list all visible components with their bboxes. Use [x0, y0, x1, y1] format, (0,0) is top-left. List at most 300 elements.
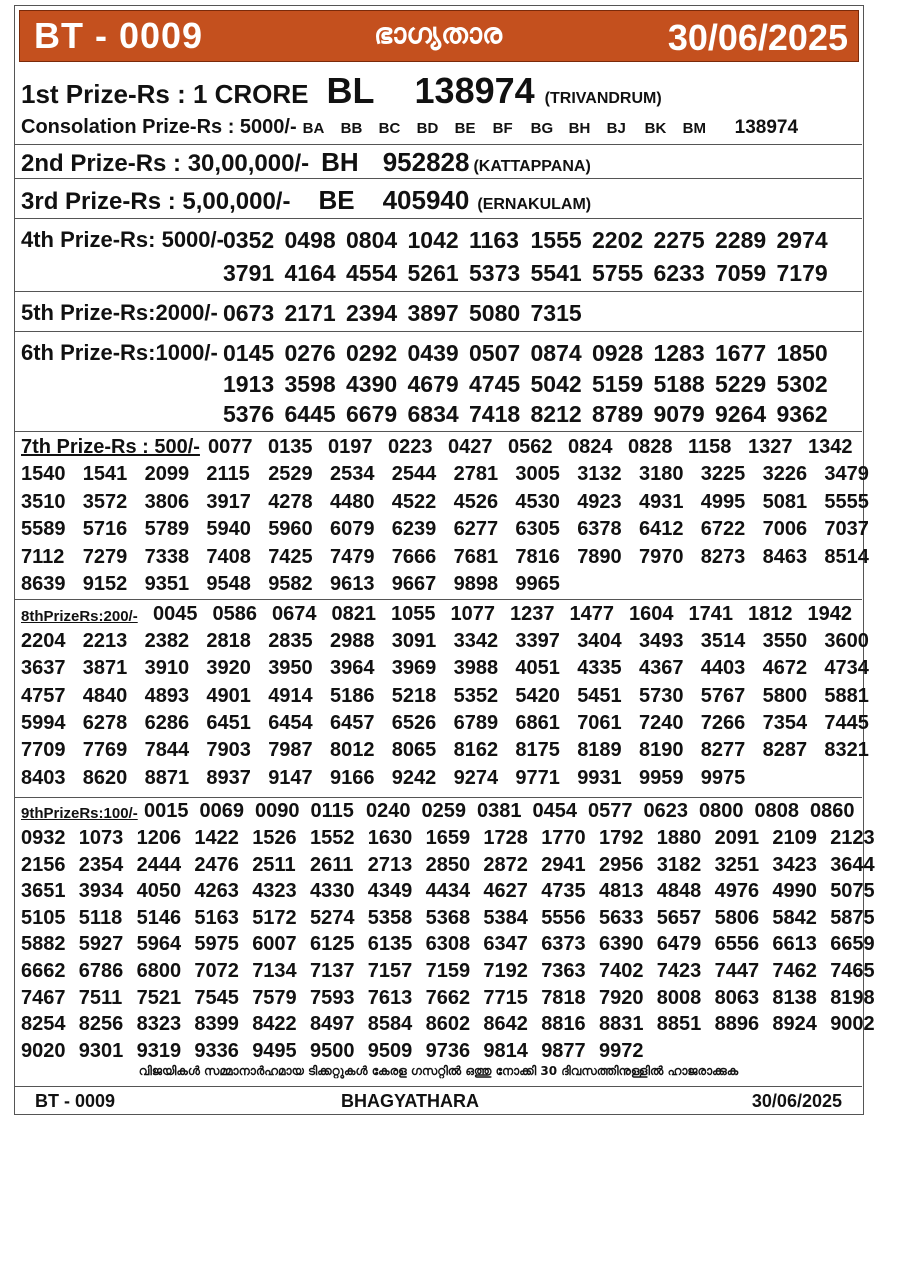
prize-number: 5755	[592, 260, 644, 286]
prize-number: 2872	[483, 853, 528, 876]
prize-number: 8254	[21, 1013, 66, 1036]
prize-number: 5373	[469, 260, 521, 286]
prize-number: 7338	[144, 545, 190, 568]
first-prize-series: BL	[326, 70, 375, 111]
prize-number: 2394	[346, 300, 398, 326]
prize-number: 2156	[21, 853, 66, 876]
prize-number: 8896	[714, 1013, 760, 1036]
prize-number: 7240	[639, 711, 684, 734]
prize-number: 6457	[330, 711, 375, 734]
claim-notice: വിജയികൾ സമ്മാനാർഹമായ ടിക്കറ്റുകൾ കേരള ഗസറ്റിൽ ഒത്തു നോക്കി 30 ദിവസത്തിനുള്ളിൽ ഹാജരാക്കുക	[138, 1064, 739, 1078]
prize-number: 8198	[830, 986, 875, 1009]
prize-number: 2941	[541, 853, 586, 876]
prize-number: 8321	[824, 739, 869, 762]
prize-number: 3871	[82, 657, 128, 680]
prize-number: 3342	[453, 630, 499, 652]
prize-number: 0824	[568, 436, 613, 458]
prize-number: 3510	[21, 490, 66, 513]
eighth-prize-label: 8thPrizeRs:200/-	[21, 608, 138, 625]
prize-number: 1540	[21, 463, 66, 485]
prize-number: 5302	[776, 371, 828, 397]
first-prize-place: (TRIVANDRUM)	[544, 90, 662, 107]
prize-number: 6786	[78, 960, 124, 982]
prize-number: 5159	[592, 371, 644, 397]
prize-number: 5555	[824, 490, 869, 513]
prize-number: 7037	[824, 518, 869, 540]
prize-number: 7511	[78, 986, 123, 1009]
prize-number: 0577	[588, 800, 633, 822]
third-prize-label: 3rd Prize-Rs : 5,00,000/-	[21, 188, 291, 215]
prize-number: 1158	[688, 436, 732, 458]
prize-number: 4390	[346, 371, 398, 397]
prize-number: 7315	[530, 300, 582, 326]
prize-number: 7462	[772, 960, 817, 982]
prize-number: 3091	[391, 630, 437, 652]
prize-number: 7987	[268, 739, 313, 762]
prize-number: 2382	[144, 630, 190, 652]
prize-number: 3644	[830, 853, 875, 876]
prize-number: 7816	[515, 545, 560, 568]
prize-number: 0045	[153, 603, 198, 625]
prize-number: 7818	[541, 986, 586, 1009]
prize-number: 6679	[346, 401, 398, 427]
consolation-series: BJ	[606, 120, 626, 137]
prize-number: 4757	[21, 684, 66, 707]
third-prize-series: BE	[318, 185, 355, 215]
prize-number: 7157	[367, 960, 413, 982]
footer-lottery-name: BHAGYATHARA	[341, 1091, 480, 1111]
prize-number: 3397	[515, 630, 560, 652]
prize-number: 3600	[824, 630, 869, 652]
prize-number: 2956	[599, 853, 644, 876]
prize-number: 8602	[425, 1013, 471, 1036]
prize-number: 0276	[284, 340, 336, 366]
prize-number: 4323	[252, 880, 297, 903]
prize-number: 8816	[541, 1013, 586, 1036]
prize-number: 6239	[391, 518, 437, 540]
prize-number: 9319	[136, 1039, 182, 1062]
prize-number: 9898	[453, 573, 499, 595]
prize-number: 5800	[762, 684, 808, 707]
prize-number: 2529	[268, 463, 313, 485]
prize-number: 3969	[391, 657, 437, 680]
prize-number: 6125	[310, 933, 355, 956]
prize-number: 7192	[483, 960, 528, 982]
prize-number: 8463	[762, 545, 808, 568]
prize-number: 6277	[453, 518, 499, 540]
prize-number: 7137	[310, 960, 355, 982]
prize-number: 0673	[223, 300, 275, 326]
prize-number: 6347	[483, 933, 528, 956]
prize-number: 2204	[21, 630, 66, 652]
prize-number: 2275	[653, 227, 705, 253]
prize-number: 5188	[653, 371, 705, 397]
prize-number: 5146	[136, 906, 182, 929]
prize-number: 9242	[391, 766, 437, 789]
prize-number: 5172	[252, 906, 297, 929]
prize-number: 9975	[700, 766, 746, 789]
prize-number: 6861	[515, 711, 560, 734]
prize-number: 9548	[206, 573, 251, 595]
prize-number: 3988	[453, 657, 499, 680]
prize-number: 4050	[136, 880, 182, 903]
prize-number: 5927	[78, 933, 124, 956]
prize-number: 6662	[21, 960, 66, 982]
prize-number: 5806	[714, 906, 760, 929]
prize-number: 0352	[223, 227, 275, 253]
prize-number: 3423	[772, 853, 817, 876]
prize-number: 9002	[830, 1013, 875, 1036]
prize-number: 6007	[252, 933, 297, 956]
prize-number: 7709	[21, 739, 66, 762]
prize-number: 1073	[78, 827, 124, 849]
prize-number: 6722	[700, 518, 746, 540]
prize-number: 7179	[776, 260, 828, 286]
first-prize-number: 138974	[414, 70, 535, 111]
prize-number: 5368	[425, 906, 471, 929]
prize-number: 8399	[194, 1013, 239, 1036]
prize-number: 6233	[653, 260, 705, 286]
result-sheet	[14, 5, 875, 1115]
prize-number: 1237	[510, 603, 555, 625]
prize-number: 8273	[700, 545, 746, 568]
prize-number: 3598	[284, 371, 336, 397]
prize-number: 7769	[82, 739, 128, 762]
prize-number: 7266	[700, 711, 746, 734]
prize-number: 8287	[762, 739, 808, 762]
sixth-prize-label: 6th Prize-Rs:1000/-	[21, 340, 218, 365]
third-prize-number: 405940	[382, 185, 470, 215]
prize-number: 4434	[425, 880, 471, 903]
prize-number: 3005	[515, 463, 560, 485]
prize-number: 9500	[310, 1039, 355, 1062]
prize-number: 3897	[407, 300, 459, 326]
prize-number: 5730	[639, 684, 684, 707]
prize-number: 6286	[144, 711, 190, 734]
prize-number: 9020	[21, 1039, 66, 1062]
prize-number: 7447	[714, 960, 760, 982]
prize-number: 0197	[328, 436, 373, 458]
prize-number: 7402	[599, 960, 644, 982]
prize-number: 4263	[194, 880, 239, 903]
prize-number: 5105	[21, 906, 66, 929]
prize-number: 7363	[541, 960, 586, 982]
prize-number: 8584	[367, 1013, 413, 1036]
prize-number: 9613	[330, 573, 375, 595]
prize-number: 1604	[629, 603, 674, 625]
prize-number: 8190	[639, 739, 684, 762]
prize-number: 2099	[144, 463, 190, 485]
prize-number: 9736	[425, 1039, 471, 1062]
prize-number: 1163	[469, 227, 519, 253]
prize-number: 1659	[425, 827, 471, 849]
prize-number: 1422	[194, 827, 239, 849]
prize-number: 7579	[252, 986, 297, 1009]
prize-number: 9336	[194, 1039, 239, 1062]
prize-number: 5940	[206, 518, 251, 540]
prize-number: 6613	[772, 933, 817, 956]
prize-number: 2091	[714, 827, 760, 849]
prize-number: 5274	[310, 906, 355, 929]
prize-number: 9814	[483, 1039, 528, 1062]
prize-number: 4526	[453, 490, 499, 513]
prize-number: 4349	[367, 880, 413, 903]
second-prize-series: BH	[321, 147, 359, 177]
prize-number: 0804	[346, 227, 398, 253]
consolation-series: BA	[302, 120, 325, 137]
prize-number: 7903	[206, 739, 251, 762]
prize-number: 8514	[824, 545, 869, 568]
prize-number: 5994	[21, 711, 66, 734]
prize-number: 5118	[78, 906, 123, 929]
prize-number: 4734	[824, 657, 869, 680]
prize-number: 8162	[453, 739, 499, 762]
prize-number: 0115	[310, 800, 354, 822]
prize-number: 8189	[577, 739, 622, 762]
prize-number: 4335	[577, 657, 622, 680]
prize-number: 7072	[194, 960, 239, 982]
prize-number: 5657	[656, 906, 702, 929]
prize-number: 6305	[515, 518, 560, 540]
prize-number: 8639	[21, 573, 66, 595]
prize-number: 9931	[577, 766, 622, 789]
result-footer	[15, 1086, 862, 1113]
prize-number: 4530	[515, 490, 560, 513]
prize-number: 2611	[310, 853, 354, 876]
prize-number: 1206	[136, 827, 182, 849]
consolation-series: BM	[682, 120, 706, 137]
fifth-prize-section	[15, 292, 862, 332]
prize-number: 1342	[808, 436, 853, 458]
prize-number: 5964	[136, 933, 182, 956]
prize-number: 4745	[469, 371, 521, 397]
prize-number: 6390	[599, 933, 644, 956]
prize-number: 8924	[772, 1013, 817, 1036]
ninth-prize-section	[15, 798, 875, 1062]
seventh-prize-section	[15, 432, 869, 600]
prize-number: 0932	[21, 827, 66, 849]
prize-number: 7593	[310, 986, 355, 1009]
prize-number: 9147	[268, 766, 313, 789]
prize-number: 3180	[639, 463, 684, 485]
prize-number: 7521	[136, 986, 182, 1009]
prize-number: 8871	[144, 766, 190, 789]
prize-number: 1630	[367, 827, 413, 849]
prize-number: 7279	[82, 545, 128, 568]
prize-number: 5229	[715, 371, 767, 397]
prize-number: 2511	[252, 853, 296, 876]
prize-number: 5842	[772, 906, 817, 929]
prize-number: 7465	[830, 960, 875, 982]
prize-number: 3251	[714, 853, 760, 876]
prize-number: 7354	[762, 711, 808, 734]
prize-number: 7666	[391, 545, 437, 568]
prize-number: 1812	[748, 603, 793, 625]
prize-number: 3404	[577, 630, 622, 652]
prize-number: 8175	[515, 739, 560, 762]
prize-number: 6451	[206, 711, 251, 734]
prize-number: 4627	[483, 880, 528, 903]
consolation-series: BG	[530, 120, 554, 137]
prize-number: 4931	[639, 490, 684, 513]
prize-number: 3514	[700, 630, 746, 652]
prize-number: 2109	[772, 827, 817, 849]
prize-number: 2171	[284, 300, 336, 326]
prize-number: 4367	[639, 657, 684, 680]
prize-number: 3964	[330, 657, 375, 680]
prize-number: 3651	[21, 880, 66, 903]
second-prize-place: (KATTAPPANA)	[473, 158, 591, 175]
prize-number: 0562	[508, 436, 553, 458]
prize-number: 1477	[569, 603, 614, 625]
prize-number: 2476	[194, 853, 239, 876]
sixth-prize-section	[15, 332, 862, 432]
prize-number: 4554	[346, 260, 398, 286]
prize-number: 9274	[453, 766, 499, 789]
prize-number: 8789	[592, 401, 644, 427]
prize-number: 8620	[82, 766, 128, 789]
third-prize-place: (ERNAKULAM)	[477, 196, 592, 213]
prize-number: 0135	[268, 436, 313, 458]
prize-number: 6800	[136, 960, 182, 982]
prize-number: 0427	[448, 436, 493, 458]
prize-number: 5556	[541, 906, 586, 929]
prize-number: 3934	[78, 880, 124, 903]
prize-number: 9959	[639, 766, 684, 789]
prize-number: 8138	[772, 986, 817, 1009]
prize-number: 1526	[252, 827, 297, 849]
prize-number: 8937	[206, 766, 251, 789]
prize-number: 0240	[366, 800, 411, 822]
prize-number: 6373	[541, 933, 586, 956]
prize-number: 1055	[391, 603, 436, 625]
prize-number: 5420	[515, 684, 560, 707]
prize-number: 8012	[330, 739, 375, 762]
consolation-series: BF	[492, 120, 513, 137]
prize-number: 1850	[776, 340, 828, 366]
prize-number: 4735	[541, 880, 586, 903]
consolation-series: BD	[416, 120, 439, 137]
prize-number: 0800	[699, 800, 744, 822]
prize-number: 1327	[748, 436, 793, 458]
prize-number: 7134	[252, 960, 297, 982]
prize-number: 8497	[310, 1013, 355, 1036]
third-prize-section	[15, 179, 862, 219]
prize-number: 9152	[82, 573, 128, 595]
prize-number: 7059	[715, 260, 767, 286]
prize-number: 1728	[483, 827, 528, 849]
prize-number: 9509	[367, 1039, 413, 1062]
prize-number: 4672	[762, 657, 808, 680]
prize-number: 0090	[255, 800, 300, 822]
prize-number: 0623	[643, 800, 688, 822]
prize-number: 2850	[425, 853, 471, 876]
prize-number: 3493	[639, 630, 684, 652]
prize-number: 8212	[530, 401, 582, 427]
prize-number: 9877	[541, 1039, 586, 1062]
prize-number: 0223	[388, 436, 433, 458]
prize-number: 5589	[21, 518, 66, 540]
prize-number: 1541	[82, 463, 128, 485]
prize-number: 6789	[453, 711, 499, 734]
prize-number: 6378	[577, 518, 622, 540]
prize-number: 5352	[453, 684, 499, 707]
prize-number: 2544	[391, 463, 437, 485]
prize-number: 5384	[483, 906, 528, 929]
second-prize-number: 952828	[382, 147, 470, 177]
prize-number: 1077	[450, 603, 495, 625]
prize-number: 0292	[346, 340, 398, 366]
second-prize-label: 2nd Prize-Rs : 30,00,000/-	[21, 150, 310, 177]
prize-number: 0808	[754, 800, 799, 822]
prize-number: 2988	[330, 630, 375, 652]
prize-number: 0381	[477, 800, 522, 822]
prize-number: 7159	[425, 960, 471, 982]
prize-number: 9351	[144, 573, 190, 595]
prize-number: 2202	[592, 227, 644, 253]
prize-number: 2123	[830, 827, 875, 849]
prize-number: 6412	[639, 518, 684, 540]
prize-number: 8403	[21, 766, 66, 789]
prize-number: 0077	[208, 436, 253, 458]
prize-number: 5376	[223, 401, 275, 427]
prize-number: 8065	[391, 739, 437, 762]
prize-number: 8256	[78, 1013, 124, 1036]
prize-number: 4403	[700, 657, 746, 680]
consolation-series: BC	[378, 120, 401, 137]
prize-number: 9362	[776, 401, 828, 427]
prize-number: 7613	[367, 986, 413, 1009]
prize-number: 1913	[223, 371, 275, 397]
prize-number: 7890	[577, 545, 622, 568]
prize-number: 5789	[144, 518, 190, 540]
prize-number: 0454	[532, 800, 577, 822]
prize-number: 4813	[599, 880, 644, 903]
prize-number: 5218	[391, 684, 437, 707]
prize-number: 4901	[206, 684, 251, 707]
prize-number: 6135	[367, 933, 413, 956]
prize-number: 7425	[268, 545, 313, 568]
prize-number: 8851	[656, 1013, 702, 1036]
prize-number: 1880	[656, 827, 702, 849]
prize-number: 6834	[407, 401, 459, 427]
first-prize-label: 1st Prize-Rs : 1 CRORE	[21, 79, 309, 109]
prize-number: 0586	[212, 603, 257, 625]
prize-number: 3572	[82, 490, 128, 513]
prize-number: 3791	[223, 260, 275, 286]
prize-number: 5163	[194, 906, 239, 929]
prize-number: 6308	[425, 933, 471, 956]
prize-number: 0145	[223, 340, 275, 366]
consolation-label: Consolation Prize-Rs : 5000/-	[21, 116, 297, 138]
first-prize-section	[15, 66, 862, 145]
prize-number: 1741	[688, 603, 733, 625]
prize-number: 7408	[206, 545, 251, 568]
prize-number: 0507	[469, 340, 521, 366]
prize-number: 4893	[144, 684, 190, 707]
prize-number: 4914	[268, 684, 313, 707]
prize-number: 0828	[628, 436, 673, 458]
prize-number: 2534	[330, 463, 375, 485]
prize-number: 5081	[762, 490, 808, 513]
prize-number: 0874	[530, 340, 582, 366]
prize-number: 3910	[144, 657, 190, 680]
prize-number: 4923	[577, 490, 622, 513]
prize-number: 0928	[592, 340, 644, 366]
prize-number: 1552	[310, 827, 355, 849]
prize-number: 7920	[599, 986, 644, 1009]
prize-number: 4840	[82, 684, 128, 707]
